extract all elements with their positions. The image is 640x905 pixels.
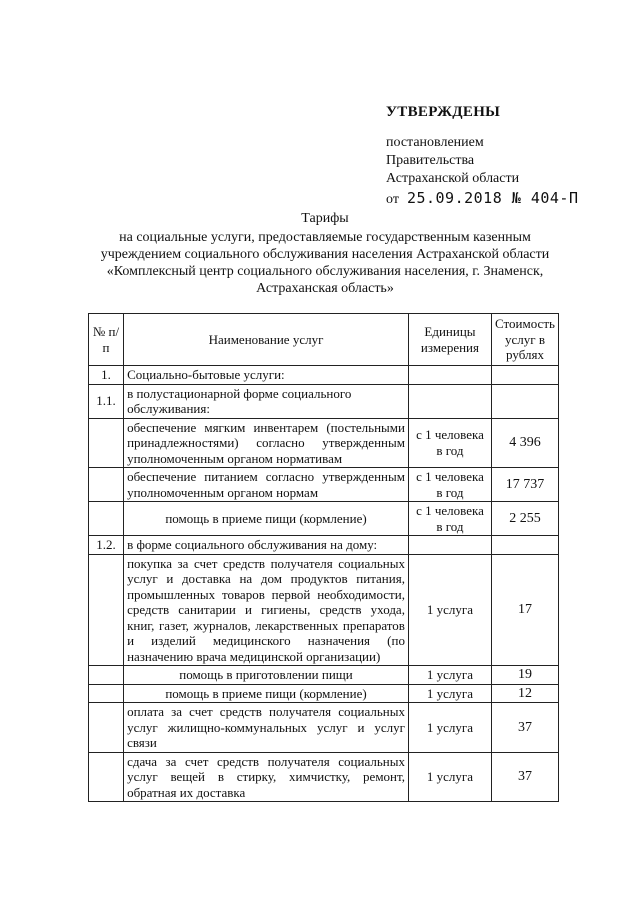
row-unit: 1 услуга bbox=[408, 684, 491, 703]
row-unit: 1 услуга bbox=[408, 752, 491, 802]
row-name: покупка за счет средств получателя социальных услуг и доставка на дом продуктов питания, промышленных товаров первой необходимости, средств санитарии и гигиены, средств ухода, книг, газет, журналов, лекарственных препаратов и изделий медицинского назначения (по назначению врача медицинской организации) bbox=[124, 554, 409, 666]
row-unit bbox=[408, 384, 491, 418]
table-row bbox=[89, 384, 559, 418]
table-row bbox=[89, 684, 559, 703]
approval-line-3: Астраханской области bbox=[386, 171, 520, 186]
row-cost: 19 bbox=[491, 666, 558, 685]
table-row bbox=[89, 366, 559, 385]
row-num bbox=[89, 554, 124, 666]
row-num: 1.1. bbox=[89, 384, 124, 418]
approval-date bbox=[386, 189, 579, 208]
document-subtitle-line-1: на социальные услуги, предоставляемые государственным казенным bbox=[119, 230, 531, 245]
document-title bbox=[90, 210, 560, 297]
row-cost: 37 bbox=[491, 703, 558, 753]
row-name: помощь в приеме пищи (кормление) bbox=[124, 684, 409, 703]
document-subtitle-line-3: «Комплексный центр социального обслуживания населения, г. Знаменск, bbox=[106, 264, 544, 279]
document-heading: Тарифы bbox=[301, 211, 349, 226]
tariffs-table bbox=[88, 313, 559, 802]
row-unit: с 1 человека в год bbox=[408, 418, 491, 468]
row-num bbox=[89, 684, 124, 703]
document-subtitle-line-2: учреждением социального обслуживания населения Астраханской области bbox=[100, 247, 550, 262]
table-row bbox=[89, 666, 559, 685]
header-num: № п/п bbox=[89, 314, 124, 366]
row-num: 1.2. bbox=[89, 536, 124, 555]
row-unit: 1 услуга bbox=[408, 554, 491, 666]
row-num bbox=[89, 703, 124, 753]
row-num bbox=[89, 502, 124, 536]
row-name: помощь в приготовлении пищи bbox=[124, 666, 409, 685]
row-name: в форме социального обслуживания на дому: bbox=[124, 536, 409, 555]
row-name: оплата за счет средств получателя социальных услуг жилищно-коммунальных услуг и услуг связи bbox=[124, 703, 409, 753]
table-header-row bbox=[89, 314, 559, 366]
row-cost: 4 396 bbox=[491, 418, 558, 468]
row-num bbox=[89, 666, 124, 685]
table-row bbox=[89, 502, 559, 536]
row-name: сдача за счет средств получателя социальных услуг вещей в стирку, химчистку, ремонт, обратная их доставка bbox=[124, 752, 409, 802]
row-cost: 2 255 bbox=[491, 502, 558, 536]
row-unit bbox=[408, 366, 491, 385]
row-unit: 1 услуга bbox=[408, 703, 491, 753]
row-unit: с 1 человека в год bbox=[408, 468, 491, 502]
row-num bbox=[89, 752, 124, 802]
row-cost bbox=[491, 536, 558, 555]
header-unit: Единицы измерения bbox=[408, 314, 491, 366]
row-cost: 17 737 bbox=[491, 468, 558, 502]
row-unit: с 1 человека в год bbox=[408, 502, 491, 536]
table-row bbox=[89, 703, 559, 753]
row-name: обеспечение питанием согласно утвержденным уполномоченным органом нормам bbox=[124, 468, 409, 502]
row-num bbox=[89, 468, 124, 502]
row-unit: 1 услуга bbox=[408, 666, 491, 685]
row-cost: 17 bbox=[491, 554, 558, 666]
approval-line-1: постановлением bbox=[386, 135, 484, 150]
table-row bbox=[89, 418, 559, 468]
table-row bbox=[89, 536, 559, 555]
approval-title: УТВЕРЖДЕНЫ bbox=[386, 104, 501, 120]
approval-block bbox=[386, 104, 579, 208]
row-cost bbox=[491, 366, 558, 385]
approval-date-number: 25.09.2018 № 404-П bbox=[406, 189, 579, 207]
row-unit bbox=[408, 536, 491, 555]
row-cost: 37 bbox=[491, 752, 558, 802]
header-cost: Стоимость услуг в рублях bbox=[491, 314, 558, 366]
row-name: Социально-бытовые услуги: bbox=[124, 366, 409, 385]
header-name: Наименование услуг bbox=[124, 314, 409, 366]
table-row bbox=[89, 554, 559, 666]
document-subtitle-line-4: Астраханская область» bbox=[256, 281, 394, 296]
table-row bbox=[89, 752, 559, 802]
table-row bbox=[89, 468, 559, 502]
row-num bbox=[89, 418, 124, 468]
approval-line-2: Правительства bbox=[386, 153, 475, 168]
row-name: помощь в приеме пищи (кормление) bbox=[124, 502, 409, 536]
row-name: в полустационарной форме социального обслуживания: bbox=[124, 384, 409, 418]
row-name: обеспечение мягким инвентарем (постельными принадлежностями) согласно утвержденным уполномоченным органом нормативам bbox=[124, 418, 409, 468]
row-cost: 12 bbox=[491, 684, 558, 703]
approval-date-prefix: от bbox=[386, 192, 399, 207]
row-cost bbox=[491, 384, 558, 418]
row-num: 1. bbox=[89, 366, 124, 385]
